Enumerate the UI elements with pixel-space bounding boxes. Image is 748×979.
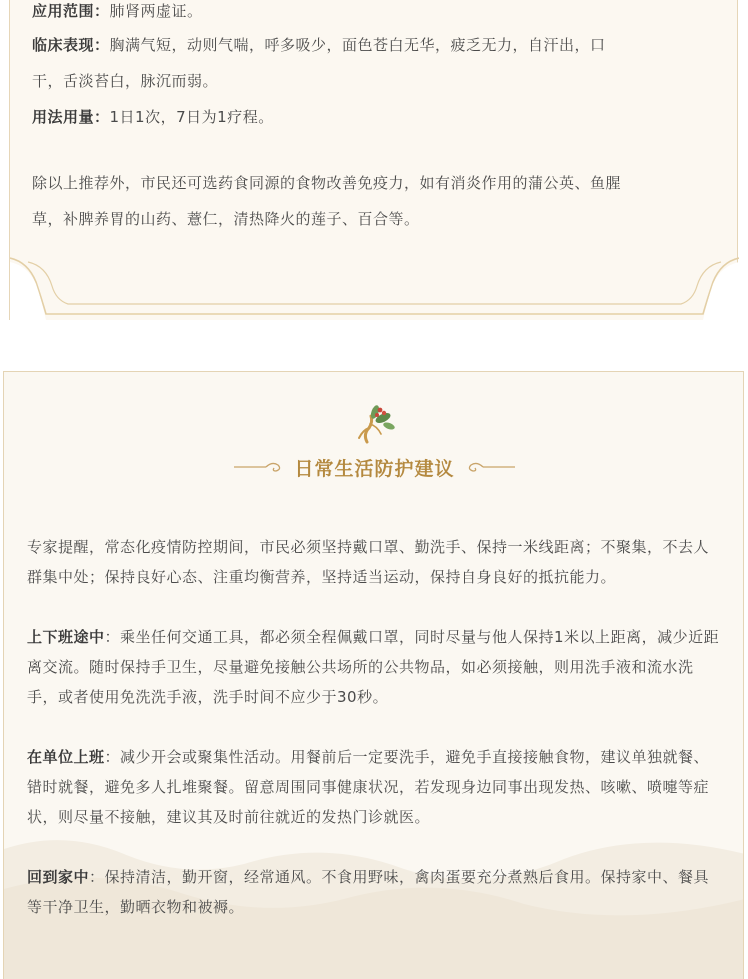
scope-line [32, 0, 722, 22]
commute-label: 上下班途中 [27, 628, 105, 646]
work-label: 在单位上班 [27, 748, 105, 766]
symptoms-label: 临床表现： [32, 36, 110, 54]
extra-text-1: 除以上推荐外，市民还可选药食同源的食物改善免疫力，如有消炎作用的蒲公英、鱼腥 [32, 174, 622, 192]
scope-text: 肺肾两虚证。 [109, 2, 203, 20]
work-text: ：减少开会或聚集性活动。用餐前后一定要洗手，避免手直接接触食物，建议单独就餐、错时就餐，避免多人扎堆聚餐。留意周围同事健康状况，若发现身边同事出现发热、咳嗽、喷嚏等症状，则尽量不接触，建议其及时前往就近的发热门诊就医。 [27, 748, 710, 826]
spacer [32, 135, 722, 165]
symptoms-text-1: 胸满气短，动则气喘，呼多吸少，面色苍白无华，疲乏无力，自汗出，口 [109, 36, 606, 54]
cloud-scroll-ornament-left [234, 459, 282, 475]
cloud-scroll-ornament-right [467, 459, 515, 475]
daily-protection-card [3, 371, 744, 979]
usage-text: 1日1次，7日为1疗程。 [109, 108, 274, 126]
intro-paragraph: 专家提醒，常态化疫情防控期间，市民必须坚持戴口罩、勤洗手、保持一米线距离；不聚集，不去人群集中处；保持良好心态、注重均衡营养，坚持适当运动，保持自身良好的抵抗能力。 [27, 538, 710, 586]
section-title-row [4, 452, 744, 482]
commute-text: ：乘坐任何交通工具，都必须全程佩戴口罩，同时尽量与他人保持1米以上距离，减少近距离交流。随时保持手卫生，尽量避免接触公共场所的公共物品，如必须接触，则用洗手液和流水洗手，或者使用免洗洗手液，洗手时间不应少于30秒。 [27, 628, 720, 706]
home-text: ：保持清洁，勤开窗，经常通风。不食用野味，禽肉蛋要充分煮熟后食用。保持家中、餐具等干净卫生，勤晒衣物和被褥。 [27, 868, 710, 916]
ginseng-herb-icon [353, 404, 397, 446]
usage-label: 用法用量： [32, 108, 110, 126]
extra-text-2: 草，补脾养胃的山药、薏仁，清热降火的莲子、百合等。 [32, 210, 420, 228]
symptoms-line [32, 27, 722, 63]
work-paragraph [27, 742, 722, 832]
symptoms-text-2: 干，舌淡苔白，脉沉而弱。 [32, 72, 219, 90]
commute-paragraph [27, 622, 722, 712]
remedy-details [32, 0, 722, 237]
extra-line-2 [32, 201, 722, 237]
section-title: 日常生活防护建议 [294, 457, 455, 480]
home-paragraph [27, 862, 722, 922]
scope-label: 应用范围： [32, 2, 110, 20]
herbal-remedy-card [9, 0, 738, 320]
protection-advice [27, 532, 722, 952]
extra-line-1 [32, 165, 722, 201]
usage-line [32, 99, 722, 135]
symptoms-line-2 [32, 63, 722, 99]
home-label: 回到家中 [27, 868, 90, 886]
